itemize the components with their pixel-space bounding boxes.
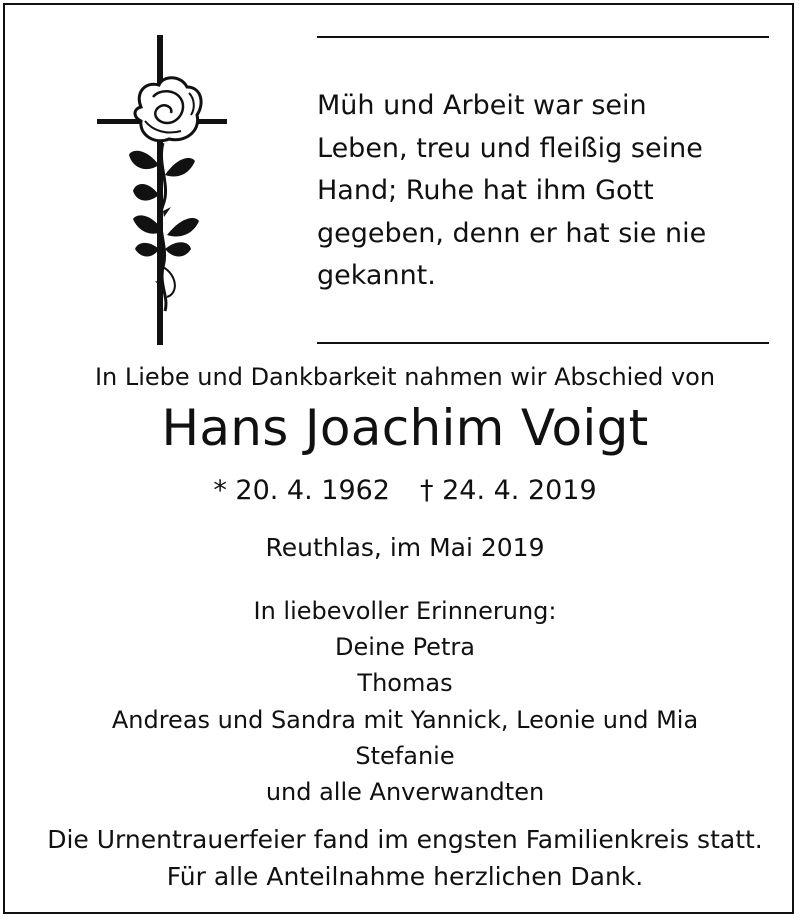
cross-with-rose-icon (97, 35, 229, 347)
bottom-divider (317, 342, 769, 344)
poem-line: Leben, treu und fleißig seine (317, 132, 703, 164)
place-and-date: Reuthlas, im Mai 2019 (265, 533, 545, 562)
poem-line: gegeben, denn er hat sie nie (317, 217, 707, 249)
poem-verse (317, 85, 787, 298)
birth-date: * 20. 4. 1962 (213, 475, 390, 506)
poem-line: Hand; Ruhe hat ihm Gott (317, 175, 654, 206)
closing-line: Die Urnentrauerfeier fand im engsten Familienkreis statt. (47, 825, 763, 854)
deceased-name: Hans Joachim Voigt (161, 399, 649, 457)
poem-line: Müh und Arbeit war sein (317, 90, 647, 121)
poem-line: gekannt. (317, 260, 436, 291)
closing-text (5, 821, 800, 895)
death-date: † 24. 4. 2019 (420, 475, 597, 506)
mourners-block (5, 593, 800, 810)
mourners-heading: In liebevoller Erinnerung: (253, 597, 557, 625)
life-dates (5, 475, 800, 506)
mourner-line: Andreas und Sandra mit Yannick, Leonie und Mia (111, 705, 699, 734)
top-divider (317, 36, 769, 38)
mourner-line: und alle Anverwandten (265, 778, 545, 807)
obituary-notice (3, 3, 794, 914)
mourner-line: Deine Petra (335, 633, 475, 662)
intro-text: In Liebe und Dankbarkeit nahmen wir Abschied von (94, 363, 716, 391)
mourner-line: Thomas (357, 669, 453, 698)
mourner-line: Stefanie (355, 741, 455, 770)
closing-line: Für alle Anteilnahme herzlichen Dank. (166, 862, 644, 891)
